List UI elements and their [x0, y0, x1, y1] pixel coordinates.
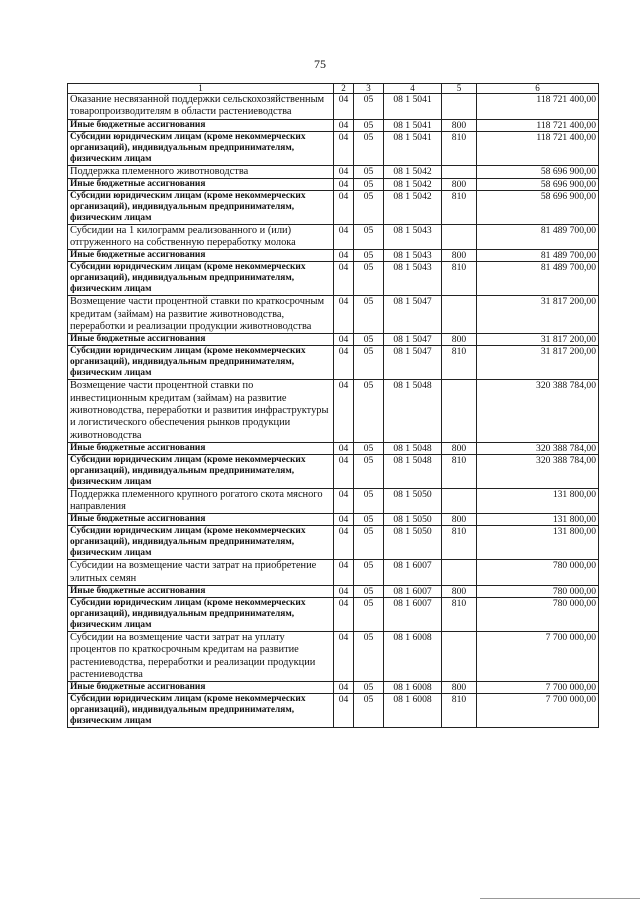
- cell-amount: 81 489 700,00: [477, 250, 599, 262]
- header-col-5: 5: [442, 84, 477, 94]
- cell-name: Субсидии юридическим лицам (кроме некоммерческих организаций), индивидуальным предпринимателям, физическим лицам: [68, 131, 334, 165]
- cell-section: 04: [334, 526, 354, 560]
- cell-target-code: 08 1 6007: [384, 598, 442, 632]
- table-row: [68, 454, 599, 488]
- cell-expense-type: 800: [442, 442, 477, 454]
- cell-section: 04: [334, 598, 354, 632]
- cell-expense-type: 810: [442, 526, 477, 560]
- cell-amount: 131 800,00: [477, 526, 599, 560]
- cell-expense-type: [442, 560, 477, 586]
- cell-name: Возмещение части процентной ставки по инвестиционным кредитам (займам) на развитие животноводства, переработки и развития инфраструктуры и логистического обеспечения рынков продукции животноводства: [68, 380, 334, 442]
- cell-target-code: 08 1 5047: [384, 334, 442, 346]
- cell-expense-type: 810: [442, 190, 477, 224]
- cell-expense-type: 810: [442, 694, 477, 728]
- scan-artifact-line: [480, 898, 640, 899]
- cell-target-code: 08 1 5048: [384, 380, 442, 442]
- cell-subsection: 05: [354, 526, 384, 560]
- cell-name: Субсидии юридическим лицам (кроме некоммерческих организаций), индивидуальным предпринимателям, физическим лицам: [68, 190, 334, 224]
- cell-name: Поддержка племенного животноводства: [68, 165, 334, 178]
- cell-expense-type: 800: [442, 250, 477, 262]
- cell-name: Возмещение части процентной ставки по краткосрочным кредитам (займам) на развитие животноводства, переработки и реализации продукции животноводства: [68, 296, 334, 334]
- cell-section: 04: [334, 190, 354, 224]
- cell-subsection: 05: [354, 694, 384, 728]
- table-row: [68, 334, 599, 346]
- cell-target-code: 08 1 5048: [384, 454, 442, 488]
- cell-amount: 780 000,00: [477, 598, 599, 632]
- cell-expense-type: [442, 94, 477, 120]
- table-row: [68, 694, 599, 728]
- cell-subsection: 05: [354, 346, 384, 380]
- cell-target-code: 08 1 6007: [384, 560, 442, 586]
- table-row: [68, 442, 599, 454]
- cell-subsection: 05: [354, 560, 384, 586]
- cell-expense-type: 810: [442, 262, 477, 296]
- cell-name: Иные бюджетные ассигнования: [68, 514, 334, 526]
- cell-expense-type: [442, 488, 477, 514]
- cell-section: 04: [334, 488, 354, 514]
- cell-subsection: 05: [354, 224, 384, 250]
- table-row: [68, 119, 599, 131]
- cell-target-code: 08 1 5042: [384, 190, 442, 224]
- cell-amount: 31 817 200,00: [477, 296, 599, 334]
- cell-subsection: 05: [354, 94, 384, 120]
- cell-target-code: 08 1 5043: [384, 224, 442, 250]
- cell-subsection: 05: [354, 380, 384, 442]
- cell-subsection: 05: [354, 178, 384, 190]
- cell-name: Иные бюджетные ассигнования: [68, 682, 334, 694]
- cell-expense-type: 800: [442, 682, 477, 694]
- header-col-6: 6: [477, 84, 599, 94]
- cell-name: Поддержка племенного крупного рогатого скота мясного направления: [68, 488, 334, 514]
- cell-expense-type: [442, 165, 477, 178]
- cell-expense-type: [442, 632, 477, 682]
- cell-name: Субсидии юридическим лицам (кроме некоммерческих организаций), индивидуальным предпринимателям, физическим лицам: [68, 454, 334, 488]
- cell-amount: 118 721 400,00: [477, 94, 599, 120]
- cell-subsection: 05: [354, 334, 384, 346]
- cell-subsection: 05: [354, 488, 384, 514]
- cell-name: Иные бюджетные ассигнования: [68, 119, 334, 131]
- table-row: [68, 632, 599, 682]
- cell-target-code: 08 1 6007: [384, 586, 442, 598]
- cell-section: 04: [334, 682, 354, 694]
- header-col-2: 2: [334, 84, 354, 94]
- cell-name: Иные бюджетные ассигнования: [68, 178, 334, 190]
- cell-amount: 7 700 000,00: [477, 682, 599, 694]
- cell-target-code: 08 1 5043: [384, 250, 442, 262]
- table-row: [68, 346, 599, 380]
- cell-section: 04: [334, 346, 354, 380]
- cell-section: 04: [334, 454, 354, 488]
- cell-target-code: 08 1 5050: [384, 526, 442, 560]
- table-body: [68, 94, 599, 728]
- cell-amount: 58 696 900,00: [477, 190, 599, 224]
- table-row: [68, 526, 599, 560]
- table-row: [68, 262, 599, 296]
- table-row: [68, 224, 599, 250]
- cell-amount: 780 000,00: [477, 560, 599, 586]
- cell-name: Субсидии на 1 килограмм реализованного и (или) отгруженного на собственную переработку молока: [68, 224, 334, 250]
- table-row: [68, 514, 599, 526]
- cell-name: Субсидии на возмещение части затрат на уплату процентов по краткосрочным кредитам на развитие растениеводства, переработки и реализации продукции растениеводства: [68, 632, 334, 682]
- cell-amount: 58 696 900,00: [477, 178, 599, 190]
- cell-amount: 58 696 900,00: [477, 165, 599, 178]
- cell-section: 04: [334, 632, 354, 682]
- cell-target-code: 08 1 5041: [384, 131, 442, 165]
- cell-amount: 320 388 784,00: [477, 380, 599, 442]
- cell-subsection: 05: [354, 682, 384, 694]
- cell-section: 04: [334, 334, 354, 346]
- header-row: [68, 84, 599, 94]
- cell-expense-type: 810: [442, 346, 477, 380]
- cell-expense-type: 810: [442, 454, 477, 488]
- cell-subsection: 05: [354, 586, 384, 598]
- table-row: [68, 250, 599, 262]
- cell-subsection: 05: [354, 131, 384, 165]
- cell-section: 04: [334, 560, 354, 586]
- cell-name: Субсидии юридическим лицам (кроме некоммерческих организаций), индивидуальным предпринимателям, физическим лицам: [68, 694, 334, 728]
- table-row: [68, 560, 599, 586]
- cell-target-code: 08 1 6008: [384, 694, 442, 728]
- table-row: [68, 190, 599, 224]
- cell-target-code: 08 1 6008: [384, 682, 442, 694]
- cell-subsection: 05: [354, 632, 384, 682]
- table-row: [68, 94, 599, 120]
- cell-expense-type: 800: [442, 586, 477, 598]
- cell-section: 04: [334, 178, 354, 190]
- page-number: 75: [314, 57, 326, 71]
- cell-target-code: 08 1 5050: [384, 488, 442, 514]
- header-col-4: 4: [384, 84, 442, 94]
- cell-subsection: 05: [354, 250, 384, 262]
- header-col-3: 3: [354, 84, 384, 94]
- cell-target-code: 08 1 5047: [384, 296, 442, 334]
- cell-section: 04: [334, 262, 354, 296]
- table-row: [68, 296, 599, 334]
- cell-name: Иные бюджетные ассигнования: [68, 334, 334, 346]
- cell-amount: 131 800,00: [477, 488, 599, 514]
- table-header: [68, 84, 599, 94]
- cell-target-code: 08 1 5041: [384, 94, 442, 120]
- table-row: [68, 131, 599, 165]
- cell-name: Иные бюджетные ассигнования: [68, 586, 334, 598]
- cell-amount: 31 817 200,00: [477, 334, 599, 346]
- cell-target-code: 08 1 5048: [384, 442, 442, 454]
- cell-target-code: 08 1 5041: [384, 119, 442, 131]
- cell-expense-type: 800: [442, 178, 477, 190]
- cell-amount: 780 000,00: [477, 586, 599, 598]
- cell-section: 04: [334, 586, 354, 598]
- cell-amount: 81 489 700,00: [477, 224, 599, 250]
- cell-subsection: 05: [354, 514, 384, 526]
- cell-amount: 7 700 000,00: [477, 694, 599, 728]
- cell-name: Субсидии юридическим лицам (кроме некоммерческих организаций), индивидуальным предпринимателям, физическим лицам: [68, 526, 334, 560]
- cell-section: 04: [334, 250, 354, 262]
- table-row: [68, 598, 599, 632]
- cell-name: Субсидии на возмещение части затрат на приобретение элитных семян: [68, 560, 334, 586]
- cell-expense-type: [442, 224, 477, 250]
- cell-amount: 118 721 400,00: [477, 119, 599, 131]
- cell-subsection: 05: [354, 190, 384, 224]
- cell-name: Оказание несвязанной поддержки сельскохозяйственным товаропроизводителям в области растениеводства: [68, 94, 334, 120]
- cell-expense-type: 800: [442, 119, 477, 131]
- cell-target-code: 08 1 5042: [384, 178, 442, 190]
- cell-name: Субсидии юридическим лицам (кроме некоммерческих организаций), индивидуальным предпринимателям, физическим лицам: [68, 346, 334, 380]
- cell-amount: 131 800,00: [477, 514, 599, 526]
- cell-amount: 320 388 784,00: [477, 442, 599, 454]
- table-row: [68, 488, 599, 514]
- cell-subsection: 05: [354, 442, 384, 454]
- cell-target-code: 08 1 6008: [384, 632, 442, 682]
- cell-subsection: 05: [354, 296, 384, 334]
- cell-subsection: 05: [354, 454, 384, 488]
- cell-name: Иные бюджетные ассигнования: [68, 250, 334, 262]
- header-col-1: 1: [68, 84, 334, 94]
- table-row: [68, 178, 599, 190]
- cell-subsection: 05: [354, 262, 384, 296]
- cell-target-code: 08 1 5042: [384, 165, 442, 178]
- cell-amount: 31 817 200,00: [477, 346, 599, 380]
- cell-section: 04: [334, 165, 354, 178]
- cell-expense-type: [442, 296, 477, 334]
- cell-section: 04: [334, 442, 354, 454]
- cell-target-code: 08 1 5050: [384, 514, 442, 526]
- cell-expense-type: 810: [442, 598, 477, 632]
- cell-subsection: 05: [354, 119, 384, 131]
- table-row: [68, 682, 599, 694]
- cell-name: Субсидии юридическим лицам (кроме некоммерческих организаций), индивидуальным предпринимателям, физическим лицам: [68, 262, 334, 296]
- cell-section: 04: [334, 94, 354, 120]
- cell-section: 04: [334, 119, 354, 131]
- cell-name: Субсидии юридическим лицам (кроме некоммерческих организаций), индивидуальным предпринимателям, физическим лицам: [68, 598, 334, 632]
- cell-expense-type: 800: [442, 514, 477, 526]
- cell-target-code: 08 1 5047: [384, 346, 442, 380]
- budget-table: [67, 83, 599, 728]
- cell-expense-type: [442, 380, 477, 442]
- cell-amount: 81 489 700,00: [477, 262, 599, 296]
- table-row: [68, 165, 599, 178]
- cell-amount: 7 700 000,00: [477, 632, 599, 682]
- table-row: [68, 380, 599, 442]
- cell-amount: 118 721 400,00: [477, 131, 599, 165]
- cell-subsection: 05: [354, 598, 384, 632]
- cell-section: 04: [334, 514, 354, 526]
- cell-subsection: 05: [354, 165, 384, 178]
- cell-section: 04: [334, 296, 354, 334]
- cell-amount: 320 388 784,00: [477, 454, 599, 488]
- cell-section: 04: [334, 694, 354, 728]
- cell-target-code: 08 1 5043: [384, 262, 442, 296]
- cell-section: 04: [334, 224, 354, 250]
- cell-section: 04: [334, 380, 354, 442]
- cell-expense-type: 800: [442, 334, 477, 346]
- cell-name: Иные бюджетные ассигнования: [68, 442, 334, 454]
- cell-section: 04: [334, 131, 354, 165]
- table-row: [68, 586, 599, 598]
- cell-expense-type: 810: [442, 131, 477, 165]
